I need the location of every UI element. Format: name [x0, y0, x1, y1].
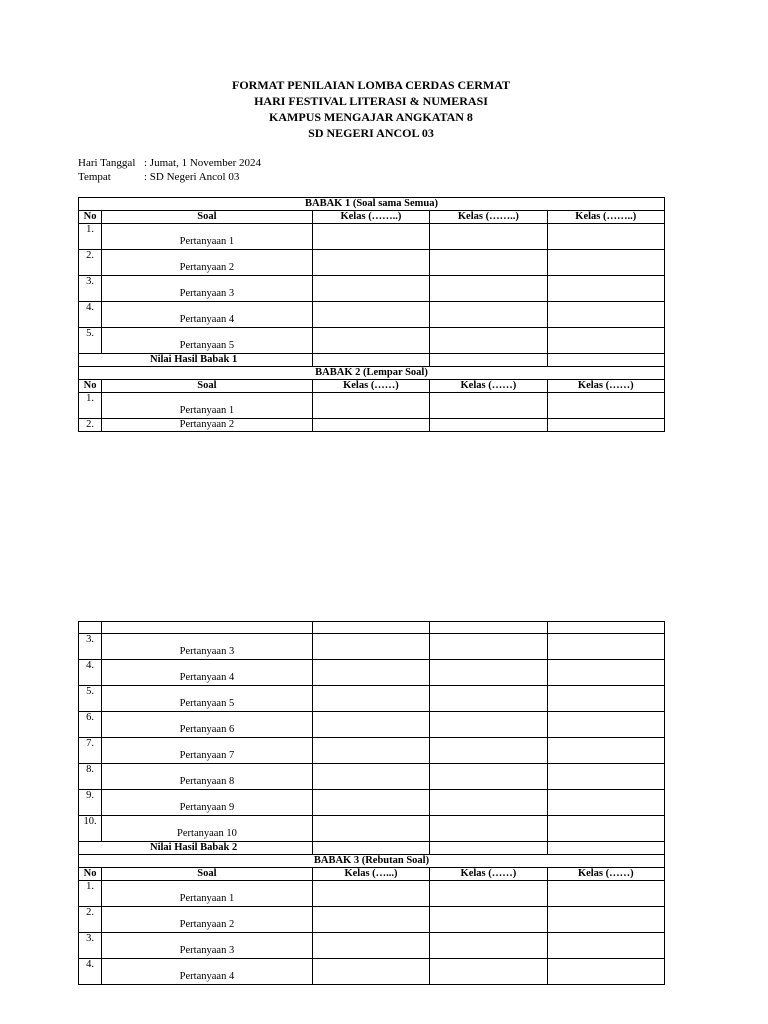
score-cell[interactable] [312, 276, 429, 302]
score-cell[interactable] [312, 302, 429, 328]
empty-cell [430, 622, 547, 634]
question-text: Pertanyaan 2 [102, 907, 313, 933]
question-number: 5. [79, 328, 102, 354]
score-cell[interactable] [547, 302, 664, 328]
question-text: Pertanyaan 8 [102, 764, 313, 790]
empty-cell [102, 622, 313, 634]
question-number: 1. [79, 393, 102, 419]
score-cell[interactable] [312, 907, 429, 933]
continuation-row [79, 622, 665, 634]
score-cell[interactable] [430, 764, 547, 790]
score-cell[interactable] [430, 907, 547, 933]
score-cell[interactable] [312, 660, 429, 686]
score-cell[interactable] [430, 790, 547, 816]
score-cell[interactable] [430, 302, 547, 328]
col-soal-header: Soal [102, 211, 313, 224]
question-text: Pertanyaan 4 [102, 660, 313, 686]
title-line-4: SD NEGERI ANCOL 03 [308, 126, 434, 140]
question-text: Pertanyaan 5 [102, 328, 313, 354]
question-number: 4. [79, 660, 102, 686]
question-number: 4. [79, 959, 102, 985]
score-cell[interactable] [312, 790, 429, 816]
question-text: Pertanyaan 4 [102, 959, 313, 985]
question-row [79, 764, 665, 790]
date-row [78, 156, 261, 170]
title-line-2: HARI FESTIVAL LITERASI & NUMERASI [254, 94, 488, 108]
column-header-row [79, 380, 665, 393]
question-text: Pertanyaan 2 [102, 419, 313, 432]
document-title [0, 77, 742, 141]
place-label: Tempat [78, 171, 111, 183]
score-cell[interactable] [547, 738, 664, 764]
score-cell[interactable] [312, 419, 429, 432]
question-text: Pertanyaan 2 [102, 250, 313, 276]
col-no-header: No [79, 868, 102, 881]
score-cell[interactable] [312, 764, 429, 790]
question-row [79, 816, 665, 842]
question-number: 8. [79, 764, 102, 790]
score-cell[interactable] [312, 224, 429, 250]
score-cell[interactable] [430, 634, 547, 660]
place-value: : SD Negeri Ancol 03 [144, 171, 240, 183]
result-row [79, 354, 665, 367]
result-label: Nilai Hasil Babak 1 [79, 354, 313, 367]
question-row [79, 686, 665, 712]
result-score-cell[interactable] [547, 842, 664, 855]
col-kelas-header: Kelas (……) [312, 380, 429, 393]
question-row [79, 712, 665, 738]
question-number: 4. [79, 302, 102, 328]
score-cell[interactable] [430, 881, 547, 907]
score-cell[interactable] [312, 634, 429, 660]
babak-title: BABAK 1 (Soal sama Semua) [79, 198, 665, 211]
col-kelas-header: Kelas (……) [547, 868, 664, 881]
question-row [79, 959, 665, 985]
question-text: Pertanyaan 3 [102, 634, 313, 660]
question-text: Pertanyaan 3 [102, 933, 313, 959]
score-cell[interactable] [430, 393, 547, 419]
result-score-cell[interactable] [430, 354, 547, 367]
question-number: 10. [79, 816, 102, 842]
question-number: 6. [79, 712, 102, 738]
result-row [79, 842, 665, 855]
place-row [78, 170, 261, 184]
babak-title-row [79, 367, 665, 380]
empty-cell [312, 622, 429, 634]
question-row [79, 634, 665, 660]
question-number: 2. [79, 419, 102, 432]
col-kelas-header: Kelas (……) [430, 380, 547, 393]
score-cell[interactable] [547, 959, 664, 985]
column-header-row [79, 868, 665, 881]
score-cell[interactable] [430, 660, 547, 686]
score-cell[interactable] [430, 328, 547, 354]
score-cell[interactable] [547, 328, 664, 354]
score-cell[interactable] [547, 393, 664, 419]
question-row [79, 419, 665, 432]
result-label: Nilai Hasil Babak 2 [79, 842, 313, 855]
question-number: 9. [79, 790, 102, 816]
col-kelas-header: Kelas (……) [430, 868, 547, 881]
question-number: 3. [79, 933, 102, 959]
question-row [79, 738, 665, 764]
question-row [79, 790, 665, 816]
question-text: Pertanyaan 3 [102, 276, 313, 302]
event-info [78, 156, 261, 184]
score-cell[interactable] [312, 959, 429, 985]
score-cell[interactable] [547, 276, 664, 302]
score-cell[interactable] [547, 790, 664, 816]
title-line-3: KAMPUS MENGAJAR ANGKATAN 8 [269, 110, 473, 124]
question-text: Pertanyaan 7 [102, 738, 313, 764]
col-kelas-header: Kelas (……..) [312, 211, 429, 224]
question-number: 2. [79, 907, 102, 933]
question-text: Pertanyaan 1 [102, 881, 313, 907]
score-table-page-1 [78, 197, 665, 432]
score-cell[interactable] [312, 328, 429, 354]
question-row [79, 907, 665, 933]
question-row [79, 393, 665, 419]
score-cell[interactable] [430, 959, 547, 985]
question-text: Pertanyaan 9 [102, 790, 313, 816]
score-cell[interactable] [312, 686, 429, 712]
score-cell[interactable] [547, 764, 664, 790]
score-cell[interactable] [430, 224, 547, 250]
col-kelas-header: Kelas (…...) [312, 868, 429, 881]
col-kelas-header: Kelas (……..) [547, 211, 664, 224]
question-number: 1. [79, 881, 102, 907]
question-text: Pertanyaan 1 [102, 393, 313, 419]
date-label: Hari Tanggal [78, 157, 136, 169]
score-cell[interactable] [312, 712, 429, 738]
date-value: : Jumat, 1 November 2024 [144, 157, 262, 169]
babak-title-row [79, 198, 665, 211]
question-row [79, 933, 665, 959]
col-no-header: No [79, 211, 102, 224]
question-row [79, 881, 665, 907]
col-soal-header: Soal [102, 868, 313, 881]
score-cell[interactable] [430, 933, 547, 959]
babak-title: BABAK 2 (Lempar Soal) [79, 367, 665, 380]
score-cell[interactable] [312, 393, 429, 419]
score-cell[interactable] [430, 419, 547, 432]
score-cell[interactable] [547, 712, 664, 738]
question-number: 3. [79, 634, 102, 660]
question-number: 5. [79, 686, 102, 712]
score-cell[interactable] [312, 738, 429, 764]
score-cell[interactable] [430, 712, 547, 738]
col-kelas-header: Kelas (……) [547, 380, 664, 393]
question-row [79, 250, 665, 276]
question-number: 1. [79, 224, 102, 250]
score-cell[interactable] [430, 816, 547, 842]
score-cell[interactable] [547, 224, 664, 250]
question-number: 3. [79, 276, 102, 302]
score-cell[interactable] [312, 933, 429, 959]
score-cell[interactable] [312, 881, 429, 907]
col-kelas-header: Kelas (……..) [430, 211, 547, 224]
score-cell[interactable] [312, 250, 429, 276]
score-cell[interactable] [547, 907, 664, 933]
score-table-page-2 [78, 621, 665, 985]
score-cell[interactable] [547, 419, 664, 432]
result-score-cell[interactable] [430, 842, 547, 855]
question-row [79, 224, 665, 250]
question-number: 2. [79, 250, 102, 276]
babak-title-row [79, 855, 665, 868]
question-text: Pertanyaan 1 [102, 224, 313, 250]
score-cell[interactable] [547, 660, 664, 686]
babak-title: BABAK 3 (Rebutan Soal) [79, 855, 665, 868]
question-text: Pertanyaan 4 [102, 302, 313, 328]
result-score-cell[interactable] [547, 354, 664, 367]
col-soal-header: Soal [102, 380, 313, 393]
score-cell[interactable] [547, 634, 664, 660]
score-cell[interactable] [312, 816, 429, 842]
question-row [79, 660, 665, 686]
question-row [79, 276, 665, 302]
score-cell[interactable] [430, 250, 547, 276]
score-cell[interactable] [547, 250, 664, 276]
result-score-cell[interactable] [312, 354, 429, 367]
question-row [79, 328, 665, 354]
result-score-cell[interactable] [312, 842, 429, 855]
score-cell[interactable] [547, 816, 664, 842]
empty-cell [79, 622, 102, 634]
question-row [79, 302, 665, 328]
question-number: 7. [79, 738, 102, 764]
score-cell[interactable] [430, 276, 547, 302]
question-text: Pertanyaan 10 [102, 816, 313, 842]
score-cell[interactable] [547, 686, 664, 712]
col-no-header: No [79, 380, 102, 393]
question-text: Pertanyaan 5 [102, 686, 313, 712]
column-header-row [79, 211, 665, 224]
score-cell[interactable] [547, 933, 664, 959]
score-cell[interactable] [430, 686, 547, 712]
score-cell[interactable] [547, 881, 664, 907]
empty-cell [547, 622, 664, 634]
question-text: Pertanyaan 6 [102, 712, 313, 738]
title-line-1: FORMAT PENILAIAN LOMBA CERDAS CERMAT [231, 78, 510, 92]
score-cell[interactable] [430, 738, 547, 764]
